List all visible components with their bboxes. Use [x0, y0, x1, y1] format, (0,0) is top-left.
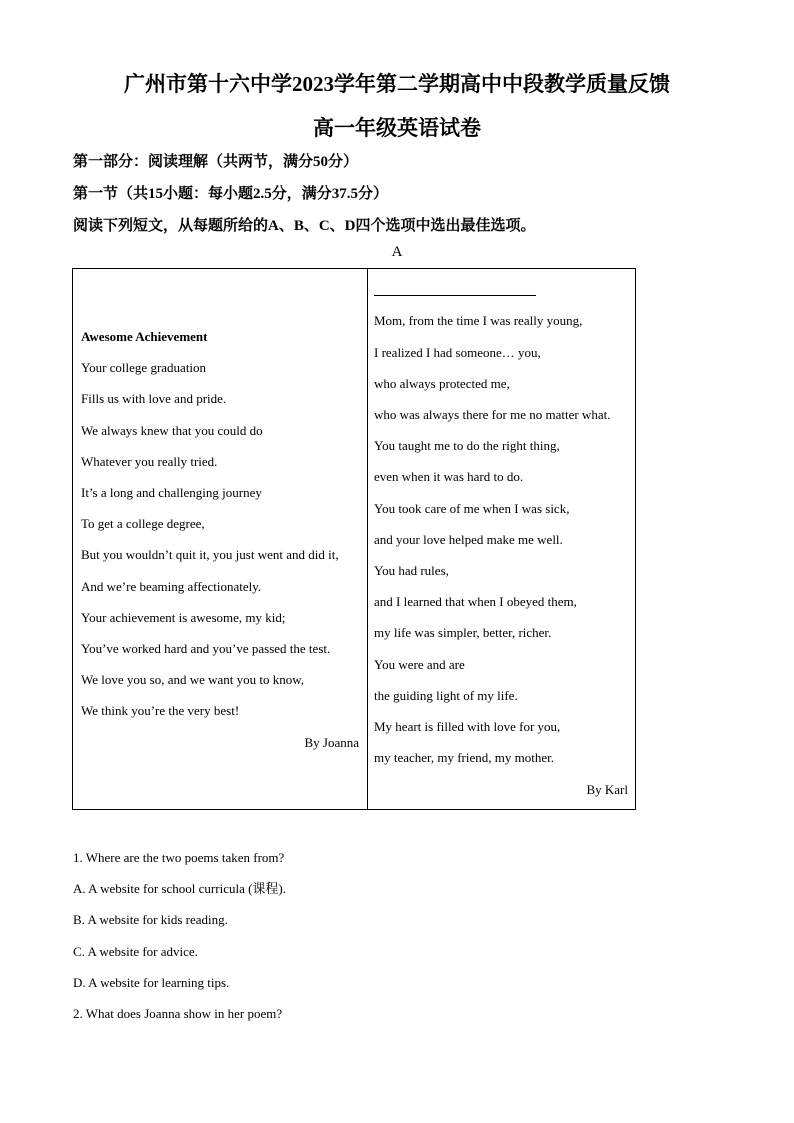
poem-right-author: By Karl: [586, 782, 628, 797]
poem-line: And we’re beaming affectionately.: [81, 579, 262, 594]
poem-line: the guiding light of my life.: [374, 688, 518, 703]
table-divider: [367, 269, 368, 809]
poem-line: We love you so, and we want you to know,: [81, 672, 305, 687]
part-heading: 第一部分：阅读理解（共两节，满分50分）: [73, 154, 359, 170]
poem-line: It’s a long and challenging journey: [81, 485, 262, 500]
poem-line: We always knew that you could do: [81, 423, 263, 438]
poem-line: Fills us with love and pride.: [81, 391, 227, 406]
poem-left: [81, 269, 361, 809]
directions: 阅读下列短文，从每题所给的A、B、C、D四个选项中选出最佳选项。: [73, 218, 536, 234]
poem-line: You taught me to do the right thing,: [374, 438, 560, 453]
poem-line: my life was simpler, better, richer.: [374, 625, 552, 640]
question-option: D. A website for learning tips.: [73, 975, 230, 990]
poem-line: Whatever you really tried.: [81, 454, 218, 469]
poem-line: My heart is filled with love for you,: [374, 719, 561, 734]
poem-line: But you wouldn’t quit it, you just went and did it,: [81, 547, 339, 562]
passage-label: A: [391, 244, 403, 260]
poem-table: [72, 268, 636, 810]
poem-right: [374, 269, 632, 809]
poem-line: and your love helped make me well.: [374, 532, 563, 547]
question-stem: 2. What does Joanna show in her poem?: [73, 1006, 283, 1021]
poem-line: my teacher, my friend, my mother.: [374, 750, 554, 765]
poem-line: We think you’re the very best!: [81, 703, 240, 718]
poem-line: You had rules,: [374, 563, 449, 578]
question-option: C. A website for advice.: [73, 944, 198, 959]
poem-line: Mom, from the time I was really young,: [374, 313, 583, 328]
poem-left-title: Awesome Achievement: [81, 329, 208, 344]
poem-line: You’ve worked hard and you’ve passed the test.: [81, 641, 331, 656]
exam-title: 广州市第十六中学2023学年第二学期高中中段教学质量反馈: [124, 72, 670, 96]
question-stem: 1. Where are the two poems taken from?: [73, 850, 285, 865]
poem-line: You were and are: [374, 657, 465, 672]
poem-left-author: By Joanna: [304, 735, 359, 750]
poem-line: I realized I had someone… you,: [374, 345, 541, 360]
poem-line: You took care of me when I was sick,: [374, 501, 570, 516]
section-heading: 第一节（共15小题：每小题2.5分，满分37.5分）: [73, 186, 389, 202]
poem-line: Your achievement is awesome, my kid;: [81, 610, 286, 625]
question-option: A. A website for school curricula (课程).: [73, 881, 287, 896]
poem-line: Your college graduation: [81, 360, 207, 375]
poem-line: To get a college degree,: [81, 516, 205, 531]
poem-line: and I learned that when I obeyed them,: [374, 594, 577, 609]
poem-line: who was always there for me no matter what.: [374, 407, 611, 422]
blank-title-line: [374, 295, 536, 296]
poem-line: even when it was hard to do.: [374, 469, 524, 484]
exam-subtitle: 高一年级英语试卷: [313, 116, 481, 140]
question-option: B. A website for kids reading.: [73, 912, 228, 927]
poem-line: who always protected me,: [374, 376, 510, 391]
